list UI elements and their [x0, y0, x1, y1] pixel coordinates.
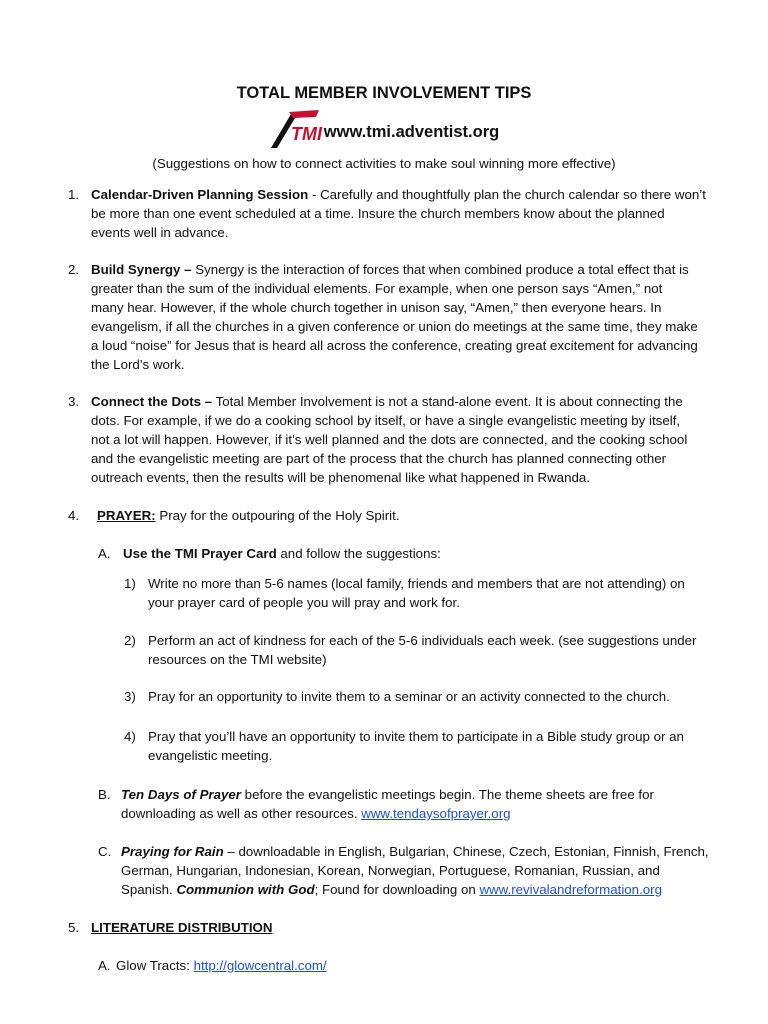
tmi-logo [269, 108, 323, 150]
sub-item-heading: Use the TMI Prayer Card [123, 546, 277, 561]
logo-text: TMI [290, 124, 322, 144]
item-number: 2. [68, 262, 80, 277]
item-number: 4. [68, 508, 80, 523]
item-heading: Connect the Dots – [91, 394, 213, 409]
sub-item-heading: Praying for Rain [121, 844, 224, 859]
revivalandreformation-link[interactable]: www.revivalandreformation.org [479, 882, 662, 897]
item-number: 5. [68, 920, 80, 935]
tendaysofprayer-link[interactable]: www.tendaysofprayer.org [361, 806, 511, 821]
sub-item-label: B. [98, 787, 111, 802]
document-page: TOTAL MEMBER INVOLVEMENT TIPS TMI www.tmi.adventist.org (Suggestions on how to connect activities to make soul winning more effective) 1. Calendar-Driven Planning Session - Carefully and thoughtfully plan the church calendar so there won’t be more than one event scheduled at a time. Insure the church members know about the planned events well in advance. 2. Build Synergy – Synergy is the interaction of forces that when combined produce a total effect that is greater than the sum of the individual elements. For example, when one person says “Amen,” not many hear. However, if the whole church together in unison say, “Amen,” then everyone hears. In evangelism, if all the churches in a given conference or union do meetings at the same time, they make a loud “noise” for Jesus that is heard all across the conference, creating great excitement for advancing the Lord’s work. 3. Connect the Dots – Total Member Involvement is not a stand-alone event. It is about connecting the dots. For example, if we do a cooking school by itself, or have a single evangelistic meeting by itself, not a lot will happen. However, if it’s well planned and the dots are connected, and the cooking school and the evangelistic meeting are part of the process that the church has planned connecting other outreach events, then the results will be phenomenal like what happened in Rwanda. 4. PRAYER: Pray for the outpouring of the Holy Spirit. A. Use the TMI Prayer Card and follow the suggestions: 1) Write no more than 5-6 names (local family, friends and members that are not attending) on your prayer card of people you will pray and work for. 2) Perform an act of kindness for each of the 5-6 individuals each week. (see suggestions under resources on the TMI website) 3) Pray for an opportunity to invite them to a seminar or an activity connected to the church. 4) Pray that you’ll have an opportunity to invite them to participate in a Bible study group or an evangelistic meeting. B. Ten Days of Prayer before the evangelistic meetings begin. The theme sheets are free for downloading as well as other resources. www.tendaysofprayer.org C. Praying for Rain – downloadable in English, Bulgarian, Chinese, Czech, Estonian, Finnish, French, German, Hungarian, Indonesian, Korean, Norwegian, Portuguese, Romanian, Russian, and Spanish. Communion with God; Found for downloading on www.revivalandreformation.org 5. LITERATURE DISTRIBUTION A. Glow Tracts: http://glowcentral.com/ [0, 0, 768, 1024]
item-heading: Build Synergy – [91, 262, 192, 277]
item-heading: PRAYER: [97, 508, 156, 523]
glowcentral-link[interactable]: http://glowcentral.com/ [193, 958, 327, 973]
item-heading: Calendar-Driven Planning Session [91, 187, 309, 202]
site-url[interactable]: www.tmi.adventist.org [323, 122, 500, 141]
item-number: 3. [68, 394, 80, 409]
subtitle: (Suggestions on how to connect activities to make soul winning more effective) [152, 156, 616, 171]
page-title: TOTAL MEMBER INVOLVEMENT TIPS [236, 84, 532, 102]
item-heading: LITERATURE DISTRIBUTION [91, 920, 273, 935]
sub-item-label: C. [98, 844, 112, 859]
sub-item-label: A. [98, 546, 111, 561]
sub-item-heading: Ten Days of Prayer [121, 787, 241, 802]
item-number: 1. [68, 187, 80, 202]
sub-item-label: A. [98, 958, 111, 973]
site-header [0, 108, 768, 150]
